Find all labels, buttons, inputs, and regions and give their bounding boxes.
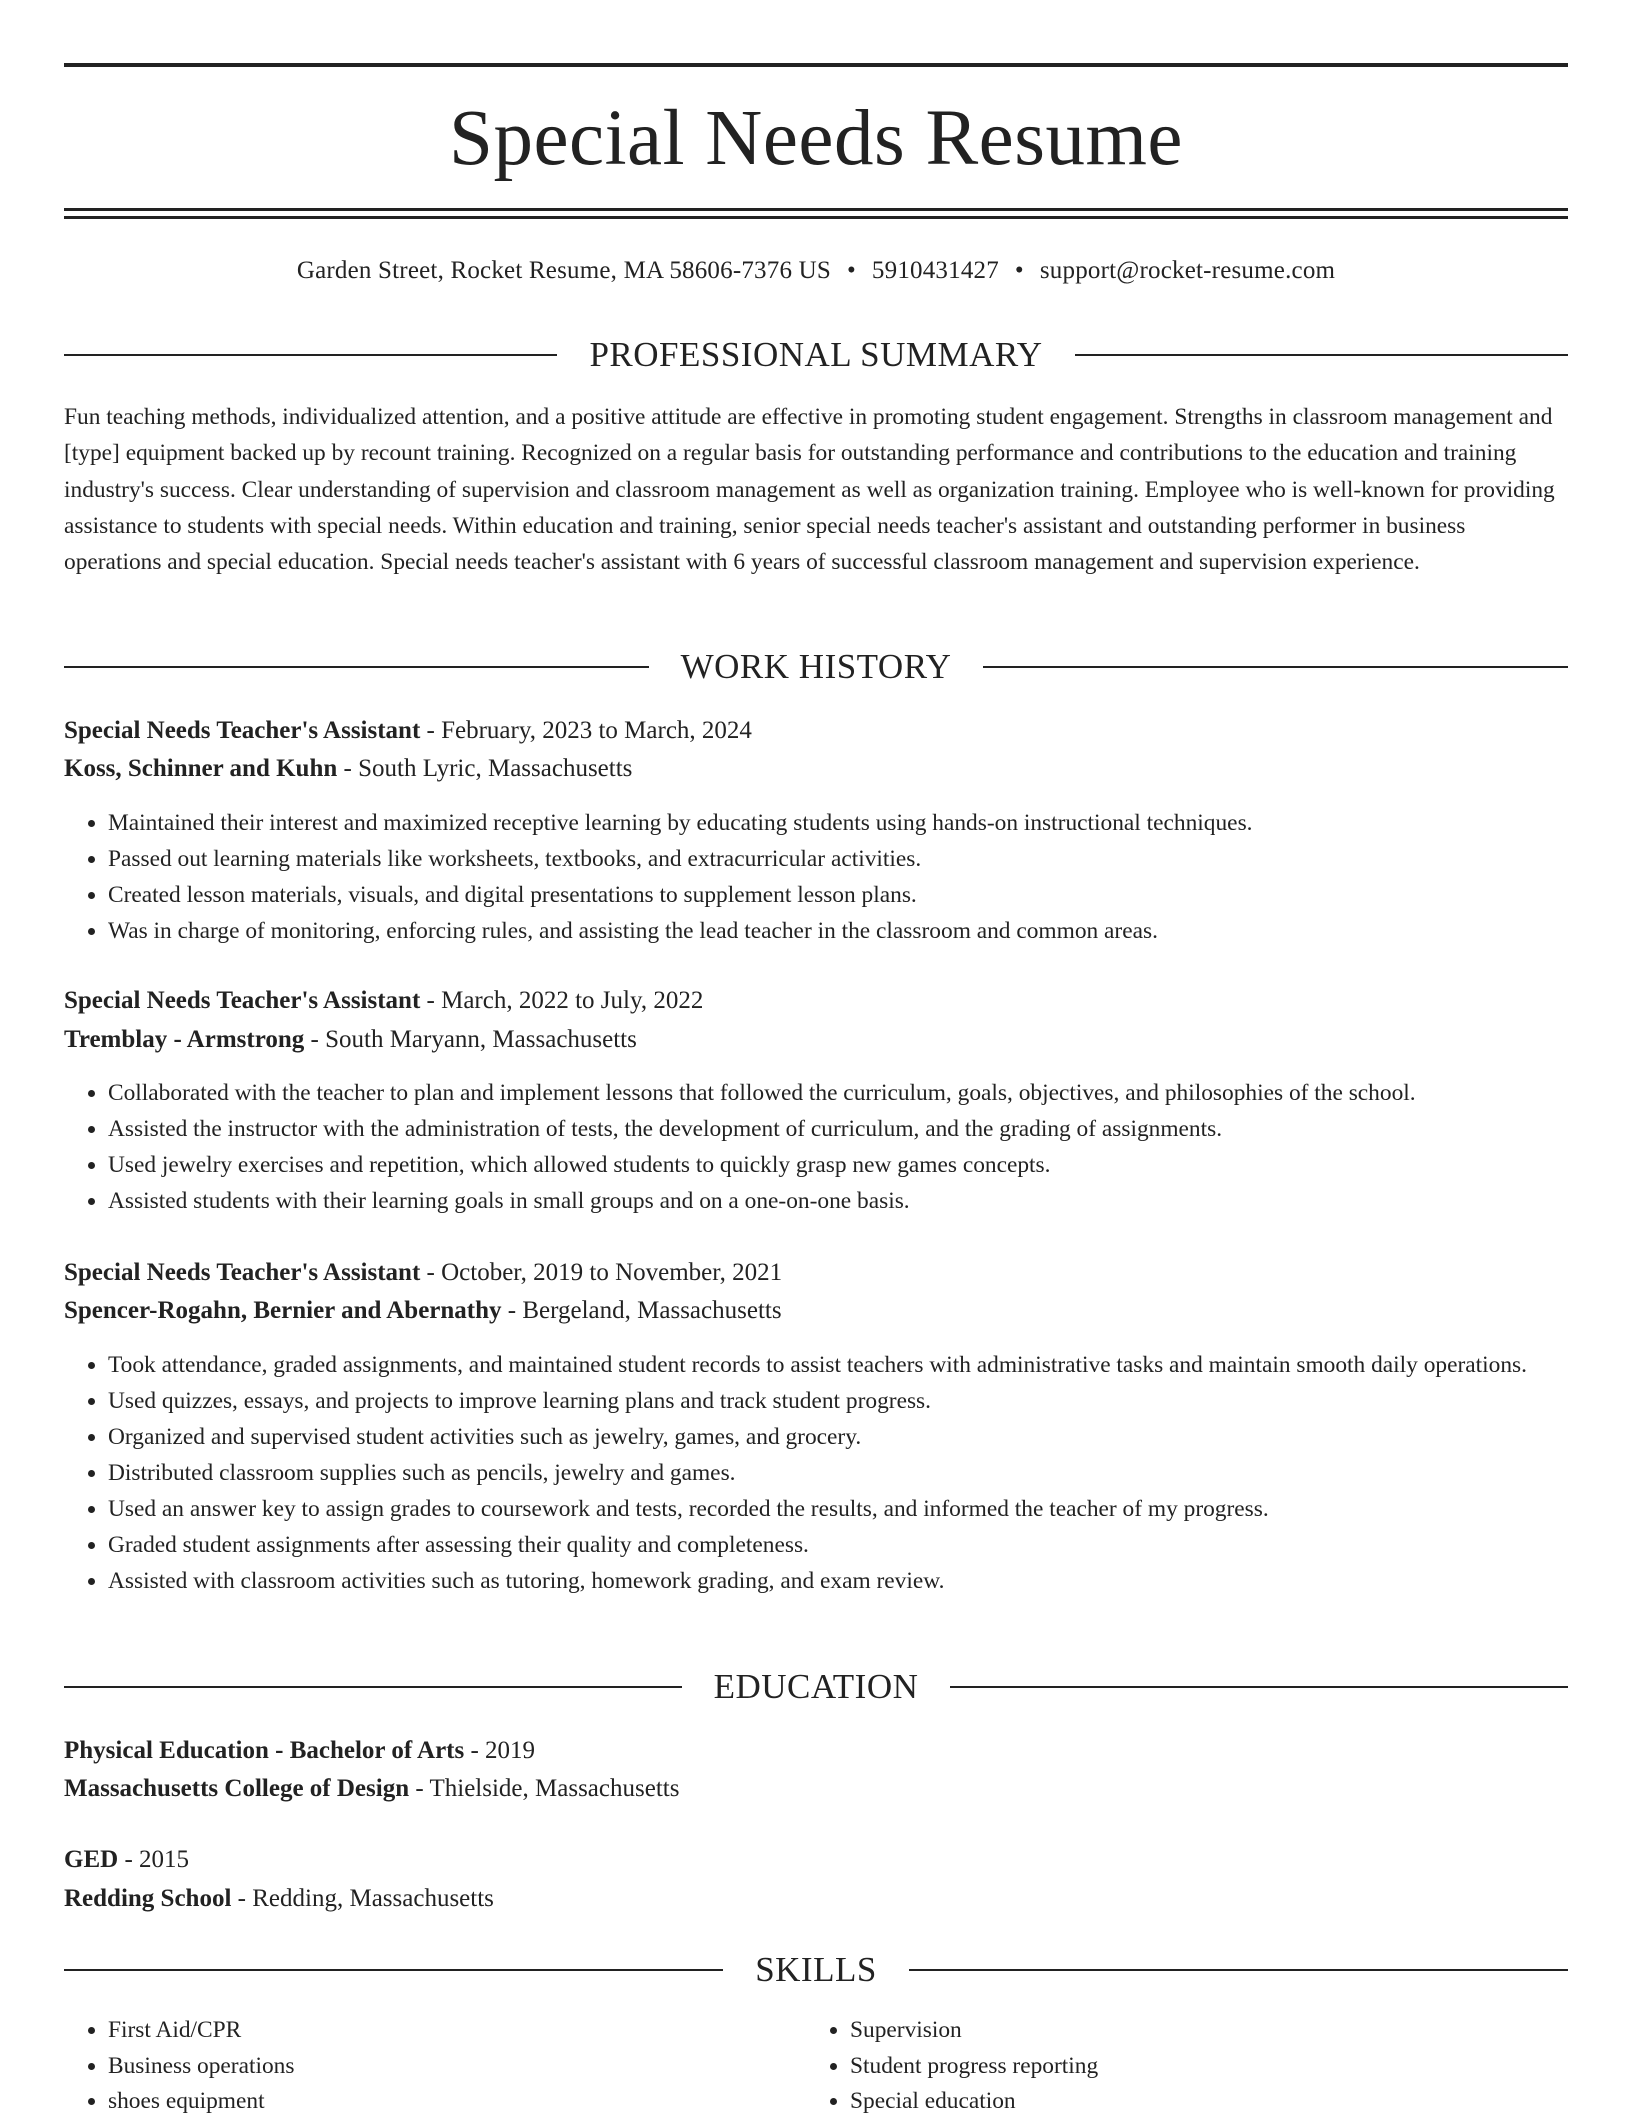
heading-rule [1075,354,1568,356]
education-location: - Redding, Massachusetts [231,1885,494,1912]
heading-rule [909,1969,1568,1971]
contact-address: Garden Street, Rocket Resume, MA 58606-7376 US [296,257,831,284]
summary-text: Fun teaching methods, individualized attention, and a positive attitude are effective in promoting student engagement. Strengths in classroom management and [type] equipment backed up by recount training. Recognized on a regular basis for outstanding performance and contributions to the education and training industry's success. Clear understanding of supervision and classroom management as well as organization training. Employee who is well-known for providing assistance to students with special needs. Within education and training, senior special needs teacher's assistant and outstanding performer in business operations and special education. Special needs teacher's assistant with 6 years of successful classroom management and supervision experience. [64,404,1555,576]
job-title: Special Needs Teacher's Assistant [64,717,421,744]
job-title-line [64,714,1568,748]
list-item: • Maintained their interest and maximized receptive learning by educating students using hands-on instructional techniques. [108,805,1568,841]
section-heading-summary [64,335,1568,375]
education-location: - Thielside, Massachusetts [409,1775,680,1802]
skills-list-right [806,2013,1530,2120]
job-location: - Bergeland, Massachusetts [501,1297,782,1324]
job-location: - South Maryann, Massachusetts [304,1026,637,1053]
education-school: Massachusetts College of Design [64,1775,410,1802]
job-bullets [64,1347,1568,1599]
section-title: PROFESSIONAL SUMMARY [589,335,1043,374]
list-item: • Student progress reporting [850,2049,1530,2085]
job-location: - South Lyric, Massachusetts [337,755,633,782]
job-company: Koss, Schinner and Kuhn [64,755,338,782]
education-school-line [64,1882,1568,1916]
section-title: SKILLS [755,1950,877,1989]
list-item: • Was in charge of monitoring, enforcing rules, and assisting the lead teacher in the classroom and common areas. [108,913,1568,949]
resume-title: Special Needs Resume [449,95,1183,182]
list-item: • Organized and supervised student activities such as jewelry, games, and grocery. [108,1419,1568,1455]
job-dates: - February, 2023 to March, 2024 [420,717,752,744]
list-item: • shoes equipment [108,2084,788,2120]
education-degree-line [64,1843,1568,1877]
contact-phone: 5910431427 [871,257,999,284]
job-title: Special Needs Teacher's Assistant [64,1259,421,1286]
education-year: - 2015 [118,1846,190,1873]
list-item: • Distributed classroom supplies such as pencils, jewelry and games. [108,1455,1568,1491]
list-item: • Collaborated with the teacher to plan and implement lessons that followed the curriculum, goals, objectives, and philosophies of the school. [108,1075,1568,1111]
list-item: • Assisted students with their learning goals in small groups and on a one-on-one basis. [108,1183,1568,1219]
skills-list-left [64,2013,788,2120]
section-heading-skills [64,1950,1568,1990]
section-title: WORK HISTORY [680,647,952,686]
list-item: • Created lesson materials, visuals, and digital presentations to supplement lesson plans. [108,877,1568,913]
list-item: • Used quizzes, essays, and projects to improve learning plans and track student progress. [108,1383,1568,1419]
education-degree: Physical Education - Bachelor of Arts [64,1737,465,1764]
education-year: - 2019 [464,1737,536,1764]
contact-line [64,254,1568,288]
list-item: • Took attendance, graded assignments, and maintained student records to assist teachers with administrative tasks and maintain smooth daily operations. [108,1347,1568,1383]
job-dates: - March, 2022 to July, 2022 [420,987,704,1014]
list-item: • Assisted with classroom activities such as tutoring, homework grading, and exam review. [108,1563,1568,1599]
list-item: • Business operations [108,2049,788,2085]
job-bullets [64,1075,1568,1219]
top-rule [64,63,1568,67]
job-company-line [64,1294,1568,1328]
job-title: Special Needs Teacher's Assistant [64,987,421,1014]
education-degree: GED [64,1846,119,1873]
list-item: • Used an answer key to assign grades to coursework and tests, recorded the results, and informed the teacher of my progress. [108,1491,1568,1527]
job-title-line [64,984,1568,1018]
list-item: • Used jewelry exercises and repetition, which allowed students to quickly grasp new games concepts. [108,1147,1568,1183]
list-item: • First Aid/CPR [108,2013,788,2049]
title-rule-lower [64,216,1568,219]
job-company-line [64,1023,1568,1057]
heading-rule [64,666,649,668]
contact-email[interactable]: support@rocket-resume.com [1039,257,1336,284]
heading-rule [950,1686,1568,1688]
contact-separator: • [846,257,856,284]
contact-separator: • [1014,257,1024,284]
job-company: Spencer-Rogahn, Bernier and Abernathy [64,1297,502,1324]
job-company-line [64,752,1568,786]
heading-rule [64,354,557,356]
list-item: • Special education [850,2084,1530,2120]
job-company: Tremblay - Armstrong [64,1026,305,1053]
heading-rule [64,1969,723,1971]
section-heading-education [64,1667,1568,1707]
title-rule-upper [64,208,1568,211]
list-item: • Assisted the instructor with the administration of tests, the development of curriculum, and the grading of assignments. [108,1111,1568,1147]
job-title-line [64,1256,1568,1290]
heading-rule [983,666,1568,668]
job-dates: - October, 2019 to November, 2021 [420,1259,783,1286]
section-heading-work [64,647,1568,687]
list-item: • Passed out learning materials like worksheets, textbooks, and extracurricular activities. [108,841,1568,877]
heading-rule [64,1686,682,1688]
list-item: • Graded student assignments after assessing their quality and completeness. [108,1527,1568,1563]
education-degree-line [64,1734,1568,1768]
job-bullets [64,805,1568,949]
education-school: Redding School [64,1885,232,1912]
education-school-line [64,1772,1568,1806]
list-item: • Supervision [850,2013,1530,2049]
section-title: EDUCATION [713,1667,919,1706]
